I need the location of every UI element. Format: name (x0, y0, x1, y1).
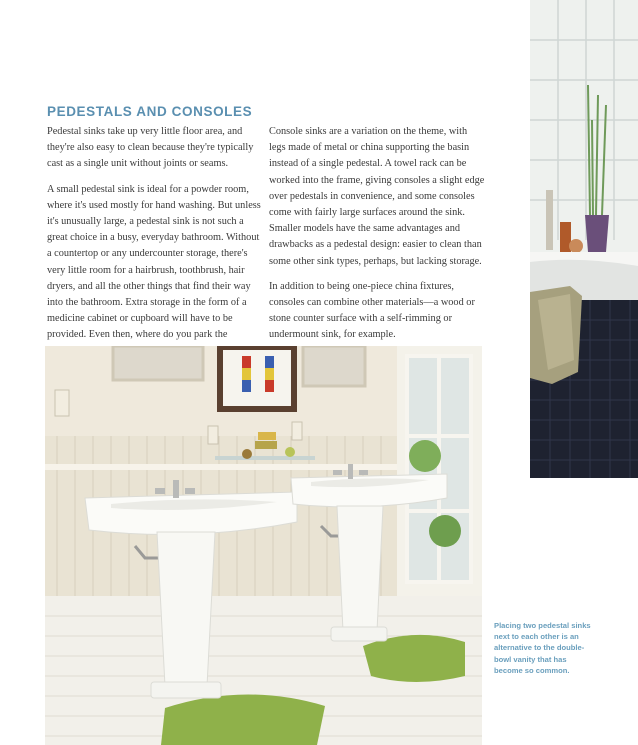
paragraph: A small pedestal sink is ideal for a powder room, where it's used mostly for hand washing. But unless it's unusually large, a pedestal sink is not such a great choice in a busy, everyday bathroom. Without a countertop or any undercounter storage, there's very little room for a hairbrush, toothbrush, hair dryers, and all the other things that find their way into the bathroom. Extra storage in the form of a medicine cabinet or cupboard will have to be provided. Even then, where do you park the (47, 183, 261, 341)
text-column-right (269, 124, 485, 353)
photo-caption: Placing two pedestal sinks next to each other is an alternative to the double-bowl vanity that has become so common. (494, 621, 591, 675)
paragraph: Console sinks are a variation on the theme, with legs made of metal or china supporting the basin instead of a single pedestal. A towel rack can be worked into the frame, giving consoles a slight edge over pedestals in convenience, and some consoles come with fairly large surfaces around the sink. Smaller models have the same advantages and drawbacks as a pedestal design: easier to clean than some other sink types, perhaps, but lacking storage. (269, 126, 485, 267)
pedestal-sinks-photo (45, 346, 482, 745)
bathtub-photo (530, 0, 638, 478)
section-heading: PEDESTALS AND CONSOLES (47, 104, 253, 119)
paragraph: In addition to being one-piece china fixtures, consoles can combine other materials—a wood or stone counter surface with a self-rimming or undermount sink, for example. (269, 280, 475, 341)
text-column-left (47, 124, 262, 369)
paragraph: Pedestal sinks take up very little floor area, and they're also easy to clean because they're typically cast as a single unit without joints or seams. (47, 126, 254, 170)
